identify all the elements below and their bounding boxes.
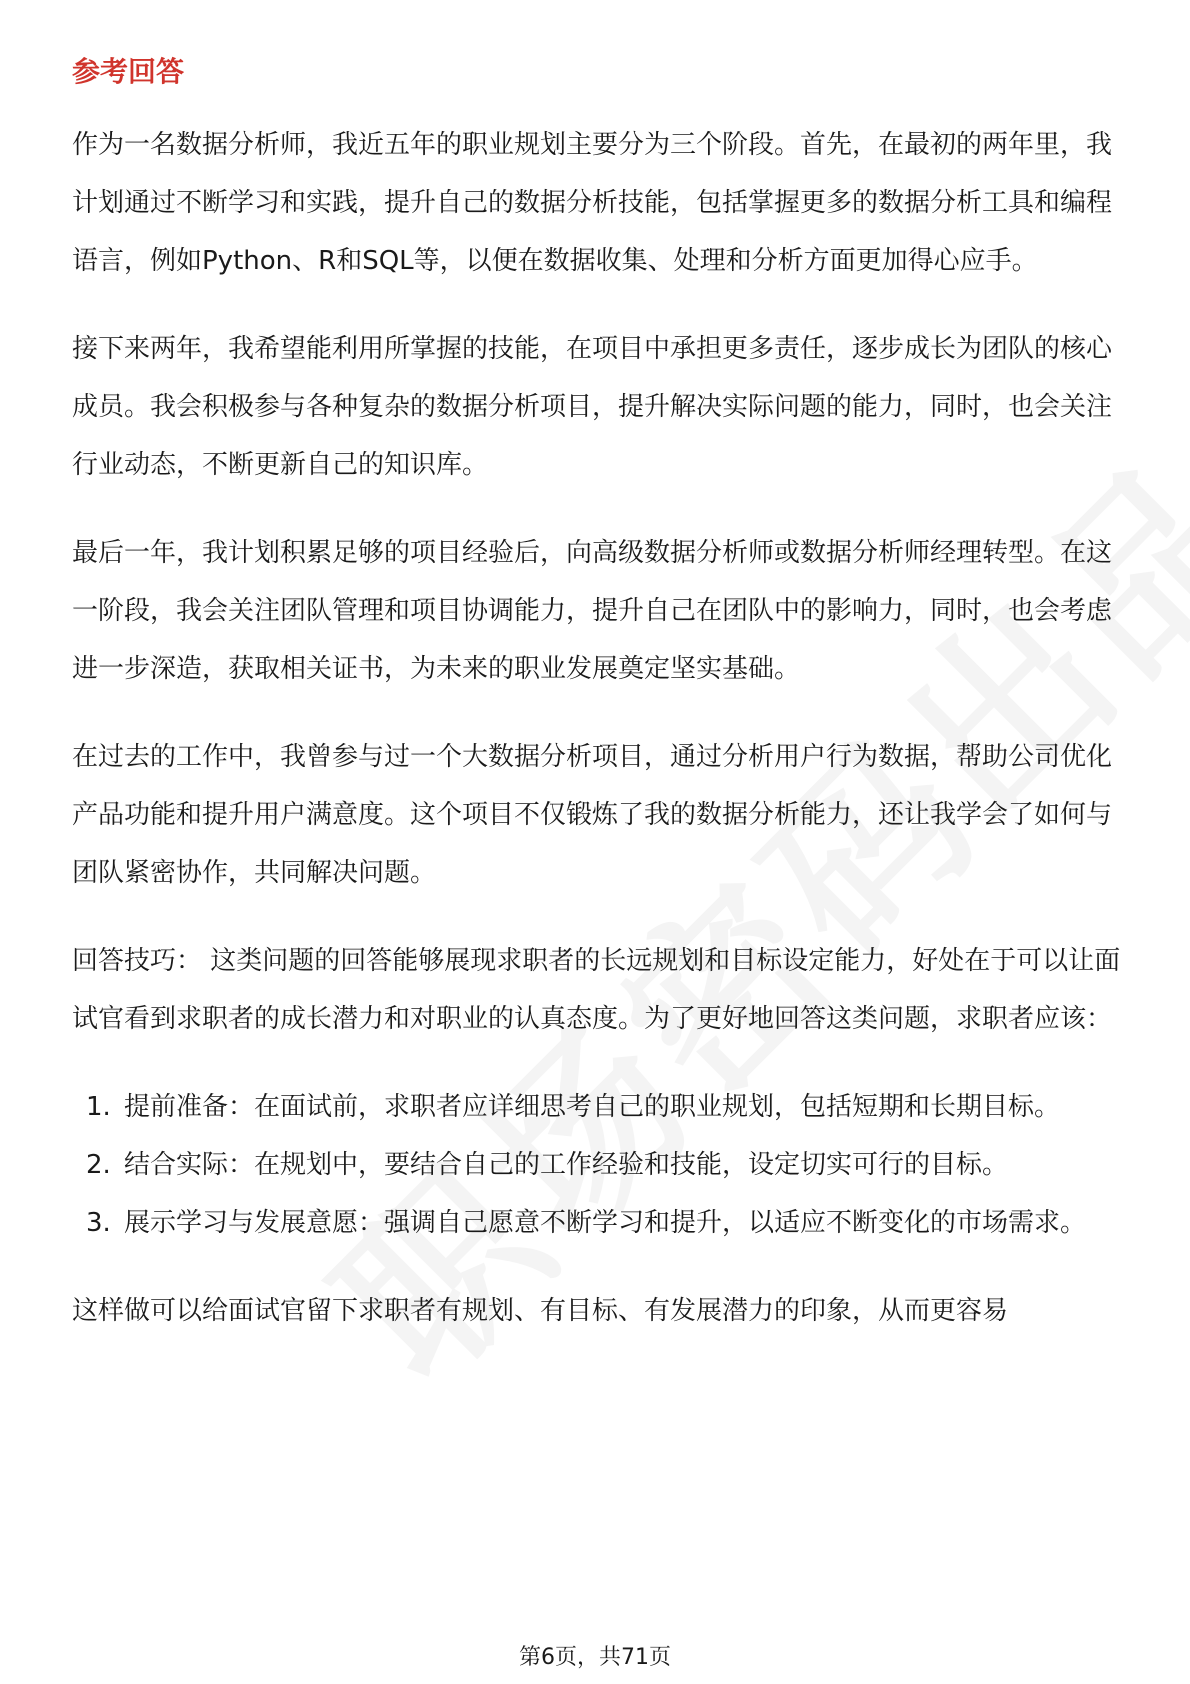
answer-tips-intro: 回答技巧： 这类问题的回答能够展现求职者的长远规划和目标设定能力，好处在于可以让面试官看到求职者的成长潜力和对职业的认真态度。为了更好地回答这类问题，求职者应该： (72, 946, 1121, 1034)
closing-paragraph: 这样做可以给面试官留下求职者有规划、有目标、有发展潜力的印象，从而更容易 (72, 1296, 1009, 1326)
paragraph-3: 最后一年，我计划积累足够的项目经验后，向高级数据分析师或数据分析师经理转型。在这一阶段，我会关注团队管理和项目协调能力，提升自己在团队中的影响力，同时，也会考虑进一步深造，获取相关证书，为未来的职业发展奠定坚实基础。 (72, 538, 1113, 684)
paragraph-2: 接下来两年，我希望能利用所掌握的技能，在项目中承担更多责任，逐步成长为团队的核心成员。我会积极参与各种复杂的数据分析项目，提升解决实际问题的能力，同时，也会关注行业动态，不断更新自己的知识库。 (72, 334, 1113, 480)
list-item-number: 3. (86, 1208, 111, 1238)
list-item (72, 1194, 1122, 1252)
section-title: 参考回答 (72, 55, 185, 88)
list-item-number: 1. (86, 1092, 111, 1122)
document-page (72, 48, 1122, 1370)
tips-list (72, 1078, 1122, 1252)
page-number: 第6页，共71页 (519, 1645, 671, 1670)
paragraph-1: 作为一名数据分析师，我近五年的职业规划主要分为三个阶段。首先，在最初的两年里，我计划通过不断学习和实践，提升自己的数据分析技能，包括掌握更多的数据分析工具和编程语言，例如Python、R和SQL等，以便在数据收集、处理和分析方面更加得心应手。 (72, 130, 1113, 276)
list-item (72, 1136, 1122, 1194)
paragraph-4: 在过去的工作中，我曾参与过一个大数据分析项目，通过分析用户行为数据，帮助公司优化产品功能和提升用户满意度。这个项目不仅锻炼了我的数据分析能力，还让我学会了如何与团队紧密协作，共同解决问题。 (72, 742, 1113, 888)
list-item-number: 2. (86, 1150, 111, 1180)
list-item-text: 结合实际：在规划中，要结合自己的工作经验和技能，设定切实可行的目标。 (124, 1150, 1009, 1180)
list-item (72, 1078, 1122, 1136)
list-item-text: 展示学习与发展意愿：强调自己愿意不断学习和提升，以适应不断变化的市场需求。 (124, 1208, 1087, 1238)
list-item-text: 提前准备：在面试前，求职者应详细思考自己的职业规划，包括短期和长期目标。 (124, 1092, 1061, 1122)
